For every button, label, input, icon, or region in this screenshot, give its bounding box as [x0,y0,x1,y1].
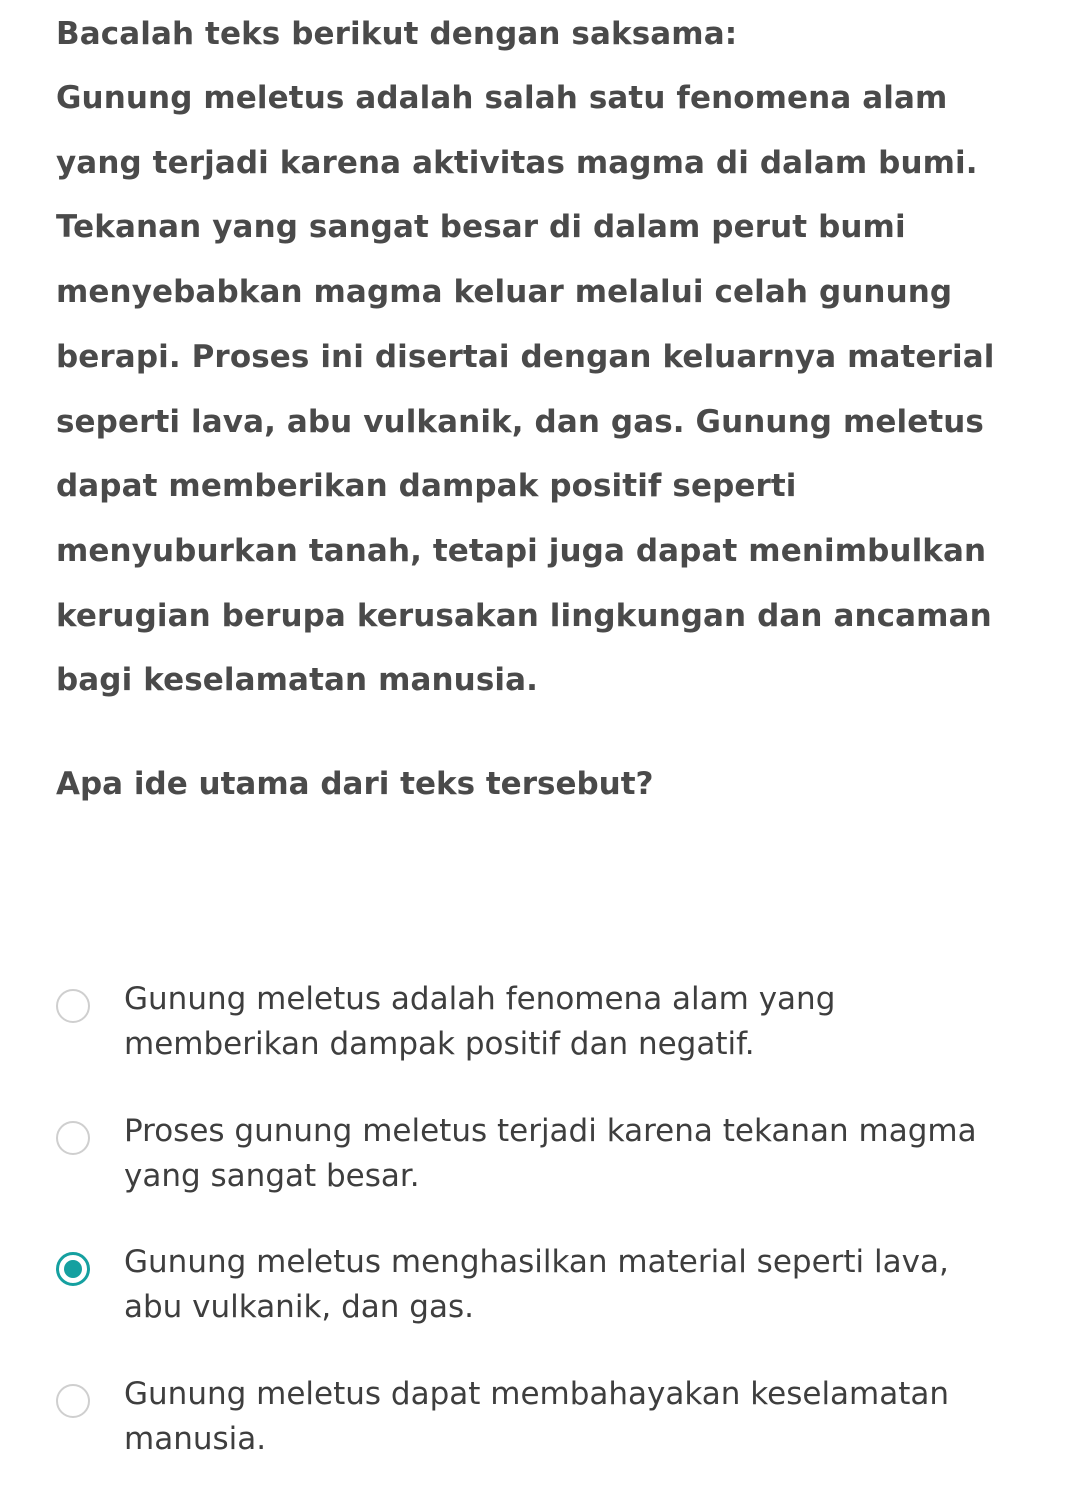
answer-option-label [124,1240,1044,1330]
passage-line: yang terjadi karena aktivitas magma di dalam bumi. [56,144,978,181]
answer-option-d[interactable] [56,1376,1046,1470]
option-line: abu vulkanik, dan gas. [124,1289,474,1325]
option-line: Gunung meletus adalah fenomena alam yang [124,981,836,1017]
passage-line: dapat memberikan dampak positif seperti [56,468,797,505]
answer-option-a[interactable] [56,981,1046,1075]
answer-option-b[interactable] [56,1113,1046,1207]
passage-line: Gunung meletus adalah salah satu fenomena alam [56,80,948,116]
passage-line: seperti lava, abu vulkanik, dan gas. Gunung meletus [56,403,984,440]
reading-passage [56,66,1024,713]
answer-option-label [124,977,1044,1067]
option-line: yang sangat besar. [124,1158,420,1194]
answer-option-label [124,1372,1044,1462]
answer-option-c[interactable] [56,1244,1046,1338]
option-line: memberikan dampak positif dan negatif. [124,1026,755,1062]
question-text: Apa ide utama dari teks tersebut? [56,766,654,802]
radio-button-icon[interactable] [56,989,90,1023]
passage-line: kerugian berupa kerusakan lingkungan dan ancaman [56,597,992,634]
passage-line: menyuburkan tanah, tetapi juga dapat menimbulkan [56,532,987,569]
passage-line: Tekanan yang sangat besar di dalam perut bumi [56,209,906,246]
passage-line: bagi keselamatan manusia. [56,662,539,699]
radio-button-selected-icon[interactable] [56,1252,90,1286]
instruction-text: Bacalah teks berikut dengan saksama: [56,16,738,52]
answer-option-label [124,1109,1044,1199]
passage-line: berapi. Proses ini disertai dengan keluarnya material [56,338,995,375]
passage-line: menyebabkan magma keluar melalui celah gunung [56,274,953,311]
option-line: Gunung meletus dapat membahayakan keselamatan [124,1376,950,1412]
option-line: Proses gunung meletus terjadi karena tekanan magma [124,1113,977,1149]
option-line: manusia. [124,1421,267,1457]
option-line: Gunung meletus menghasilkan material seperti lava, [124,1244,949,1280]
radio-button-icon[interactable] [56,1384,90,1418]
radio-button-icon[interactable] [56,1121,90,1155]
